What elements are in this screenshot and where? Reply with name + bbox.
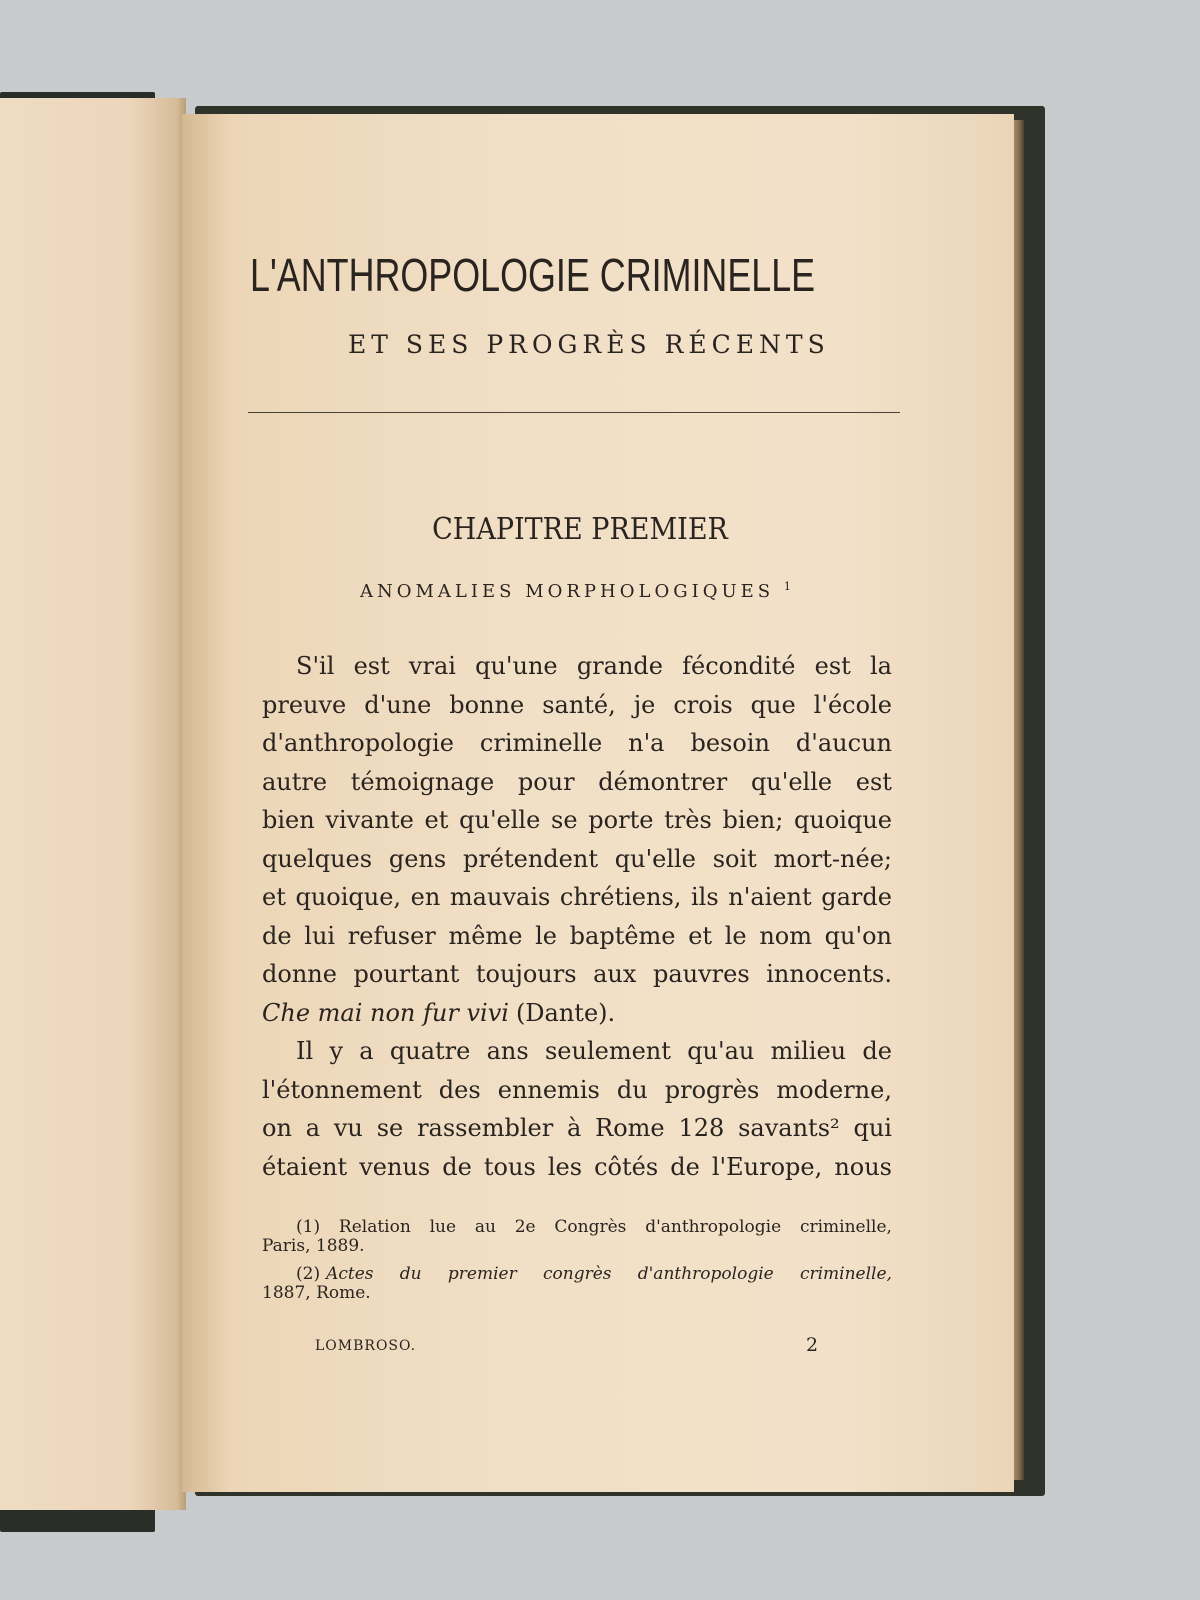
chapter-heading: CHAPITRE PREMIER [432, 512, 728, 547]
text-line: de lui refuser même le baptême et le nom qu'on [262, 921, 892, 950]
body-text [262, 647, 892, 1186]
book-title: L'ANTHROPOLOGIE CRIMINELLE [250, 249, 816, 301]
text-line: autre témoignage pour démontrer qu'elle est [262, 767, 892, 796]
text-line: on a vu se rassembler à Rome 128 savants² qui [262, 1114, 892, 1142]
book-subtitle: ET SES PROGRÈS RÉCENTS [348, 330, 830, 359]
text-line: d'anthropologie criminelle n'a besoin d'aucun [262, 729, 892, 757]
text-line: Che mai non fur vivi (Dante). [262, 998, 616, 1027]
title-rule [248, 412, 900, 413]
footnote-ref: 1 [783, 580, 791, 593]
footnote-1 [262, 1218, 892, 1256]
text-line: quelques gens prétendent qu'elle soit mort-née; [262, 844, 892, 873]
text-line: S'il est vrai qu'une grande fécondité est la [296, 652, 892, 680]
footnote-line: Paris, 1889. [262, 1236, 365, 1256]
signature-mark: 2 [806, 1334, 819, 1356]
left-page [0, 98, 186, 1510]
text-line: étaient venus de tous les côtés de l'Europe, nous [262, 1152, 892, 1181]
text-line: preuve d'une bonne santé, je crois que l'école [262, 690, 892, 719]
text-line: donne pourtant toujours aux pauvres innocents. [262, 960, 892, 988]
footnote-line: (2) Actes du premier congrès d'anthropologie criminelle, [296, 1264, 892, 1284]
running-footer-author: LOMBROSO. [315, 1338, 417, 1354]
text-line: bien vivante et qu'elle se porte très bien; quoique [262, 806, 892, 834]
footnote-line: (1) Relation lue au 2e Congrès d'anthropologie criminelle, [296, 1217, 892, 1237]
text-line: et quoique, en mauvais chrétiens, ils n'aient garde [262, 883, 892, 911]
text-line: l'étonnement des ennemis du progrès moderne, [262, 1075, 892, 1104]
footnote-2 [262, 1265, 892, 1303]
section-heading: ANOMALIES MORPHOLOGIQUES $^1$ [360, 580, 791, 602]
text-line: Il y a quatre ans seulement qu'au milieu de [296, 1037, 892, 1065]
footnotes [262, 1218, 892, 1312]
footnote-line: 1887, Rome. [262, 1283, 371, 1303]
